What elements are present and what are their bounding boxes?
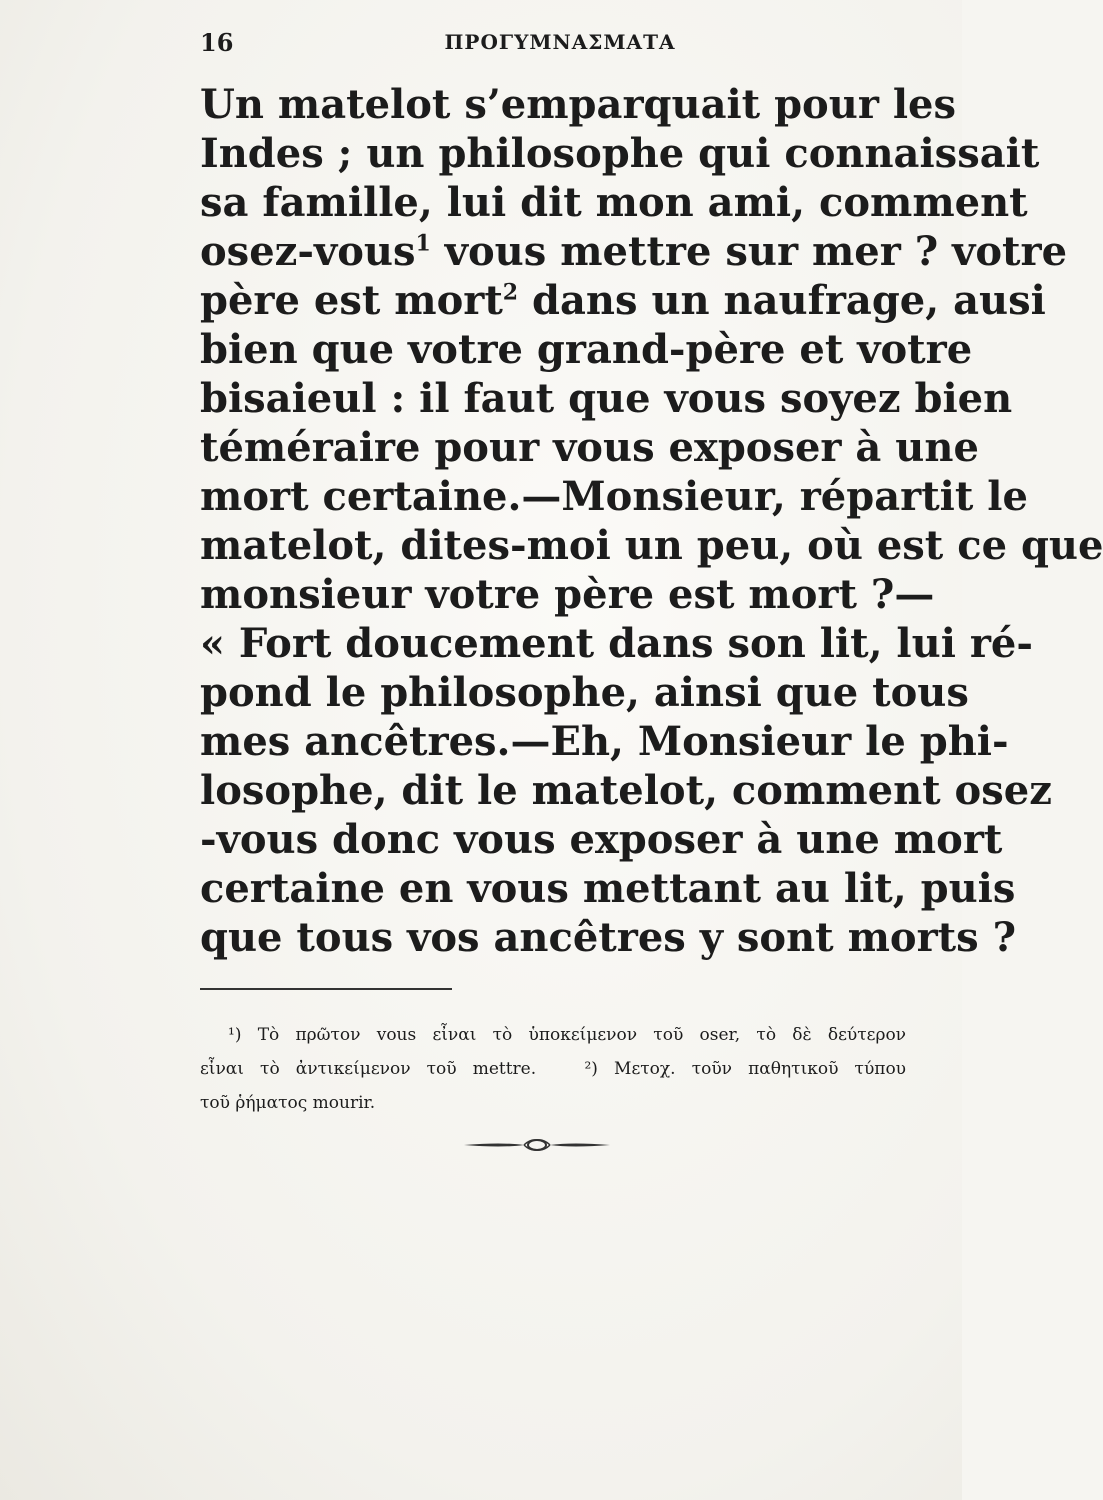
text-line: certaine en vous mettant au lit, puis bbox=[200, 865, 1016, 912]
text-line: mort certaine.—Monsieur, répartit le bbox=[200, 473, 1028, 520]
text-line: pond le philosophe, ainsi que tous bbox=[200, 669, 969, 716]
page-header bbox=[200, 28, 900, 64]
text-line: sa famille, lui dit mon ami, comment bbox=[200, 179, 1028, 226]
text-segment: dans un naufrage, ausi bbox=[532, 277, 1046, 324]
text-line: bisaieul : il faut que vous soyez bien bbox=[200, 375, 1013, 422]
text-line: losophe, dit le matelot, comment osez bbox=[200, 767, 1052, 814]
running-title: ΠΡΟΓΥΜΝΑΣΜΑΤΑ bbox=[444, 30, 676, 54]
footnote-line bbox=[200, 1052, 906, 1086]
page-number: 16 bbox=[200, 28, 234, 57]
footnote-label: ²) bbox=[584, 1059, 598, 1079]
main-text bbox=[200, 80, 1103, 962]
text-segment: vous mettre sur mer ? votre bbox=[444, 228, 1068, 275]
text-line: bien que votre grand-père et votre bbox=[200, 326, 973, 373]
text-line: « Fort doucement dans son lit, lui ré- bbox=[200, 620, 1033, 667]
footnote-marker: 1 bbox=[415, 230, 431, 257]
text-line: Un matelot s’emparquait pour les bbox=[200, 81, 956, 128]
fleuron-divider-icon bbox=[462, 1136, 612, 1154]
footnotes bbox=[200, 1018, 906, 1120]
footnote-text: Τὸ πρῶτον vous εἶναι τὸ ὑποκείμενον τοῦ oser, τὸ δὲ δεύτερον bbox=[257, 1025, 907, 1045]
text-line: téméraire pour vous exposer à une bbox=[200, 424, 979, 471]
text-line: -vous donc vous exposer à une mort bbox=[200, 816, 1003, 863]
text-line bbox=[200, 276, 1046, 325]
footnote-text: εἶναι τὸ ἀντικείμενον τοῦ mettre. bbox=[200, 1059, 537, 1079]
text-line: mes ancêtres.—Eh, Monsieur le phi- bbox=[200, 718, 1009, 765]
text-segment: osez-vous bbox=[200, 228, 416, 275]
footnote-text: Μετοχ. τοῦν παθητικοῦ τύπου bbox=[614, 1059, 907, 1079]
footnote-label: ¹) bbox=[228, 1025, 242, 1045]
text-line: monsieur votre père est mort ?— bbox=[200, 571, 935, 618]
footnote-line: τοῦ ῥήματος mourir. bbox=[200, 1093, 376, 1113]
text-line: matelot, dites-moi un peu, où est ce que bbox=[200, 522, 1103, 569]
footnote-rule bbox=[200, 988, 452, 990]
text-line bbox=[200, 227, 1068, 276]
footnote-line bbox=[200, 1018, 906, 1052]
text-line: que tous vos ancêtres y sont morts ? bbox=[200, 914, 1017, 961]
footnote-marker: 2 bbox=[502, 279, 519, 306]
text-line: Indes ; un philosophe qui connaissait bbox=[200, 130, 1040, 177]
text-segment: père est mort bbox=[200, 277, 503, 324]
